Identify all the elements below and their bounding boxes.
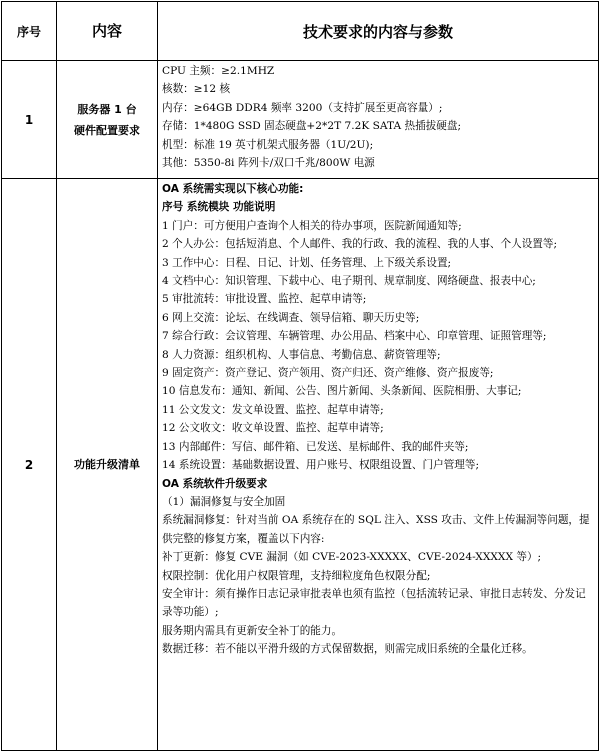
spec-line: 数据迁移：若不能以平滑升级的方式保留数据，则需完成旧系统的全量化迁移。: [162, 643, 533, 656]
spec-heading: OA 系统软件升级要求: [162, 477, 268, 490]
spec-line: 2 个人办公：包括短消息、个人邮件、我的行政、我的流程、我的人事、个人设置等;: [162, 238, 558, 251]
spec-line: 12 公文收文：收文单设置、监控、起草申请等;: [162, 422, 384, 435]
spec-line: 6 网上交流：论坛、在线调查、领导信箱、聊天历史等;: [162, 311, 420, 324]
spec-line: 系统漏洞修复：针对当前 OA 系统存在的 SQL 注入、XSS 攻击、文件上传漏洞等问题，提供完整的修复方案，覆盖以下内容:: [162, 514, 590, 545]
spec-line: CPU 主频：≥2.1MHZ: [162, 65, 275, 77]
spec-line: 安全审计：须有操作日志记录审批表单也须有监控（包括流转记录、审批日志转发、分发记录等功能）;: [162, 587, 586, 619]
spec-line: 权限控制：优化用户权限管理，支持细粒度角色权限分配;: [162, 569, 431, 582]
row-spec: [158, 61, 599, 179]
spec-line: 存储：1*480G SSD 固态硬盘+2*2T 7.2K SATA 热插拔硬盘;: [162, 120, 462, 133]
spec-line: （1）漏洞修复与安全加固: [162, 495, 286, 508]
header-num: 序号: [2, 2, 57, 61]
row-number: 1: [2, 61, 57, 179]
table-row: [2, 179, 599, 751]
spec-heading: OA 系统需实现以下核心功能:: [162, 183, 304, 195]
row-number: 2: [2, 179, 57, 751]
spec-line: 其他：5350-8i 阵列卡/双口千兆/800W 电源: [162, 157, 375, 170]
spec-line: 补丁更新：修复 CVE 漏洞（如 CVE-2023-XXXXX、CVE-2024-XXXXX 等）;: [162, 551, 542, 564]
spec-line: 8 人力资源：组织机构、人事信息、考勤信息、薪资管理等;: [162, 348, 441, 361]
spec-subheading: 序号 系统模块 功能说明: [162, 201, 276, 214]
row-item: [57, 61, 158, 179]
item-line: 功能升级清单: [74, 458, 140, 471]
header-item: 内容: [57, 2, 158, 61]
table-row: [2, 61, 599, 179]
spec-line: 14 系统设置：基础数据设置、用户账号、权限组设置、门户管理等;: [162, 459, 480, 472]
spec-line: 3 工作中心：日程、日记、计划、任务管理、上下级关系设置;: [162, 256, 452, 269]
spec-line: 5 审批流转：审批设置、监控、起草申请等;: [162, 293, 367, 306]
row-item: [57, 179, 158, 751]
spec-line: 13 内部邮件：写信、邮件箱、已发送、星标邮件、我的邮件夹等;: [162, 440, 469, 453]
spec-line: 4 文档中心：知识管理、下载中心、电子期刊、规章制度、网络硬盘、报表中心;: [162, 275, 536, 288]
spec-table: [1, 1, 599, 751]
item-line: 硬件配置要求: [74, 123, 140, 137]
item-line: 服务器 1 台: [77, 102, 137, 116]
spec-line: 9 固定资产：资产登记、资产领用、资产归还、资产维修、资产报废等;: [162, 367, 494, 380]
spec-line: 内存：≥64GB DDR4 频率 3200（支持扩展至更高容量）;: [162, 101, 443, 114]
spec-line: 10 信息发布：通知、新闻、公告、图片新闻、头条新闻、医院相册、大事记;: [162, 385, 522, 398]
header-spec: 技术要求的内容与参数: [158, 2, 599, 61]
header-row: [2, 2, 599, 61]
spec-line: 1 门户：可方便用户查询个人相关的待办事项，医院新闻通知等;: [162, 219, 462, 232]
spec-line: 11 公文发文：发文单设置、监控、起草申请等;: [162, 403, 384, 416]
spec-line: 核数：≥12 核: [162, 83, 231, 96]
spec-line: 7 综合行政：会议管理、车辆管理、办公用品、档案中心、印章管理、证照管理等;: [162, 330, 547, 343]
spec-line: 服务期内需具有更新安全补丁的能力。: [162, 624, 343, 637]
spec-line: 机型：标准 19 英寸机架式服务器（1U/2U);: [162, 138, 374, 151]
row-spec: [158, 179, 599, 751]
